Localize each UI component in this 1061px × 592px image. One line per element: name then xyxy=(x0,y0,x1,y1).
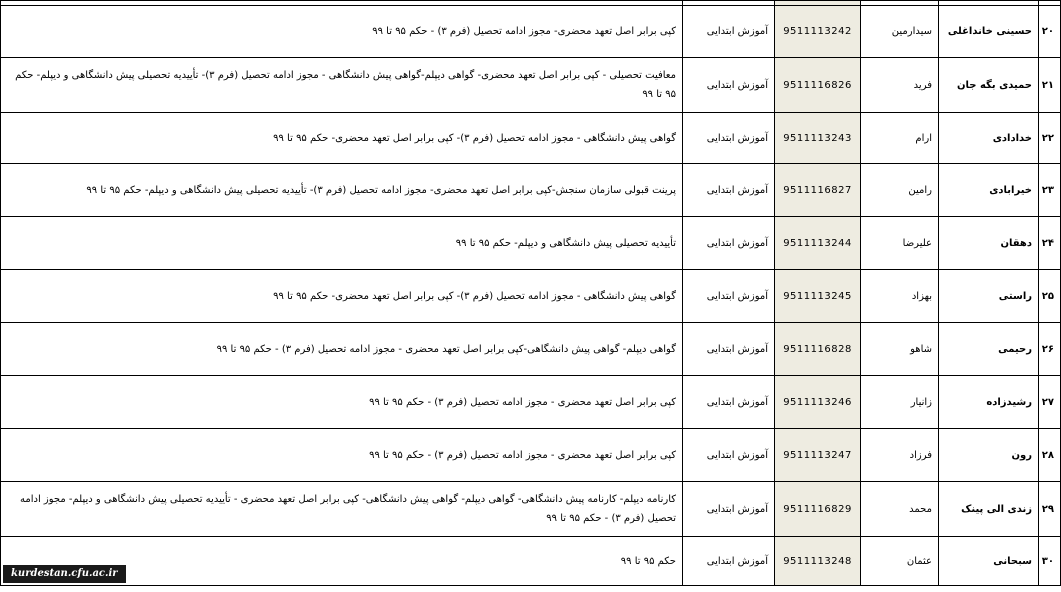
required-documents: گواهی پیش دانشگاهی - مجوز ادامه تحصیل (فرم ۳)- کپی برابر اصل تعهد محضری- حکم ۹۵ تا ۹۹ xyxy=(1,113,683,164)
field-of-study: آموزش ابتدایی xyxy=(683,270,775,323)
required-documents: پرینت قبولی سازمان سنجش-کپی برابر اصل تعهد محضری- مجوز ادامه تحصیل (فرم ۳)- تأییدیه تحصیلی پیش دانشگاهی و دیپلم- حکم ۹۵ تا ۹۹ xyxy=(1,164,683,217)
table-row xyxy=(1,6,1061,58)
student-id: 9511116828 xyxy=(775,323,861,376)
row-number: ۳۰ xyxy=(1039,537,1061,586)
table-row xyxy=(1,482,1061,537)
required-documents: گواهی پیش دانشگاهی - مجوز ادامه تحصیل (فرم ۳)- کپی برابر اصل تعهد محضری- حکم ۹۵ تا ۹۹ xyxy=(1,270,683,323)
family-name: دهقان xyxy=(939,217,1039,270)
row-number: ۲۴ xyxy=(1039,217,1061,270)
first-name: عثمان xyxy=(861,537,939,586)
row-number: ۲۵ xyxy=(1039,270,1061,323)
students-table-body xyxy=(1,1,1061,586)
table-row xyxy=(1,58,1061,113)
first-name: زانیار xyxy=(861,376,939,429)
required-documents: کپی برابر اصل تعهد محضری - مجوز ادامه تحصیل (فرم ۳) - حکم ۹۵ تا ۹۹ xyxy=(1,376,683,429)
row-number: ۲۲ xyxy=(1039,113,1061,164)
family-name: حسینی خانداغلی xyxy=(939,6,1039,58)
field-of-study: آموزش ابتدایی xyxy=(683,323,775,376)
table-row xyxy=(1,429,1061,482)
table-row xyxy=(1,217,1061,270)
row-number: ۲۶ xyxy=(1039,323,1061,376)
field-of-study: آموزش ابتدایی xyxy=(683,376,775,429)
row-number: ۲۰ xyxy=(1039,6,1061,58)
row-number: ۲۹ xyxy=(1039,482,1061,537)
table-row xyxy=(1,323,1061,376)
first-name: سیدارمین xyxy=(861,6,939,58)
field-of-study: آموزش ابتدایی xyxy=(683,113,775,164)
field-of-study: آموزش ابتدایی xyxy=(683,482,775,537)
student-id: 9511116826 xyxy=(775,58,861,113)
first-name: فرید xyxy=(861,58,939,113)
site-watermark: kurdestan.cfu.ac.ir xyxy=(3,565,126,583)
family-name: حمیدی بگه جان xyxy=(939,58,1039,113)
student-id: 9511116829 xyxy=(775,482,861,537)
student-id: 9511113244 xyxy=(775,217,861,270)
family-name: رحیمی xyxy=(939,323,1039,376)
field-of-study: آموزش ابتدایی xyxy=(683,164,775,217)
student-id: 9511113245 xyxy=(775,270,861,323)
first-name: بهزاد xyxy=(861,270,939,323)
student-id: 9511113248 xyxy=(775,537,861,586)
first-name: فرزاد xyxy=(861,429,939,482)
family-name: رون xyxy=(939,429,1039,482)
first-name: محمد xyxy=(861,482,939,537)
student-id: 9511113247 xyxy=(775,429,861,482)
family-name: رشیدزاده xyxy=(939,376,1039,429)
field-of-study: آموزش ابتدایی xyxy=(683,6,775,58)
row-number: ۲۸ xyxy=(1039,429,1061,482)
field-of-study: آموزش ابتدایی xyxy=(683,537,775,586)
table-row xyxy=(1,537,1061,586)
student-id: 9511116827 xyxy=(775,164,861,217)
first-name: ارام xyxy=(861,113,939,164)
table-row xyxy=(1,164,1061,217)
family-name: خیرابادی xyxy=(939,164,1039,217)
required-documents: کارنامه دیپلم- کارنامه پیش دانشگاهی- گواهی دیپلم- گواهی پیش دانشگاهی- کپی برابر اصل تعهد محضری - تأییدیه تحصیلی پیش دانشگاهی و دیپلم- مجوز ادامه تحصیل (فرم ۳) - حکم ۹۵ تا ۹۹ xyxy=(1,482,683,537)
first-name: علیرضا xyxy=(861,217,939,270)
required-documents: معافیت تحصیلی - کپی برابر اصل تعهد محضری- گواهی دیپلم-گواهی پیش دانشگاهی - مجوز ادامه تحصیل (فرم ۳)- تأییدیه تحصیلی پیش دانشگاهی و دیپلم- حکم ۹۵ تا ۹۹ xyxy=(1,58,683,113)
student-id: 9511113243 xyxy=(775,113,861,164)
table-row xyxy=(1,376,1061,429)
family-name: سبحانی xyxy=(939,537,1039,586)
table-row xyxy=(1,270,1061,323)
required-documents: تأییدیه تحصیلی پیش دانشگاهی و دیپلم- حکم ۹۵ تا ۹۹ xyxy=(1,217,683,270)
first-name: شاهو xyxy=(861,323,939,376)
required-documents: کپی برابر اصل تعهد محضری- مجوز ادامه تحصیل (فرم ۳) - حکم ۹۵ تا ۹۹ xyxy=(1,6,683,58)
row-number: ۲۳ xyxy=(1039,164,1061,217)
family-name: زندی الی پینک xyxy=(939,482,1039,537)
student-id: 9511113242 xyxy=(775,6,861,58)
required-documents: حکم ۹۵ تا ۹۹ xyxy=(1,537,683,586)
required-documents: گواهی دیپلم- گواهی پیش دانشگاهی-کپی برابر اصل تعهد محضری - مجوز ادامه تحصیل (فرم ۳) - حکم ۹۵ تا ۹۹ xyxy=(1,323,683,376)
first-name: رامین xyxy=(861,164,939,217)
student-id: 9511113246 xyxy=(775,376,861,429)
family-name: خدادادی xyxy=(939,113,1039,164)
table-row xyxy=(1,113,1061,164)
field-of-study: آموزش ابتدایی xyxy=(683,58,775,113)
field-of-study: آموزش ابتدایی xyxy=(683,429,775,482)
field-of-study: آموزش ابتدایی xyxy=(683,217,775,270)
row-number: ۲۷ xyxy=(1039,376,1061,429)
required-documents: کپی برابر اصل تعهد محضری - مجوز ادامه تحصیل (فرم ۳) - حکم ۹۵ تا ۹۹ xyxy=(1,429,683,482)
family-name: راستی xyxy=(939,270,1039,323)
row-number: ۲۱ xyxy=(1039,58,1061,113)
